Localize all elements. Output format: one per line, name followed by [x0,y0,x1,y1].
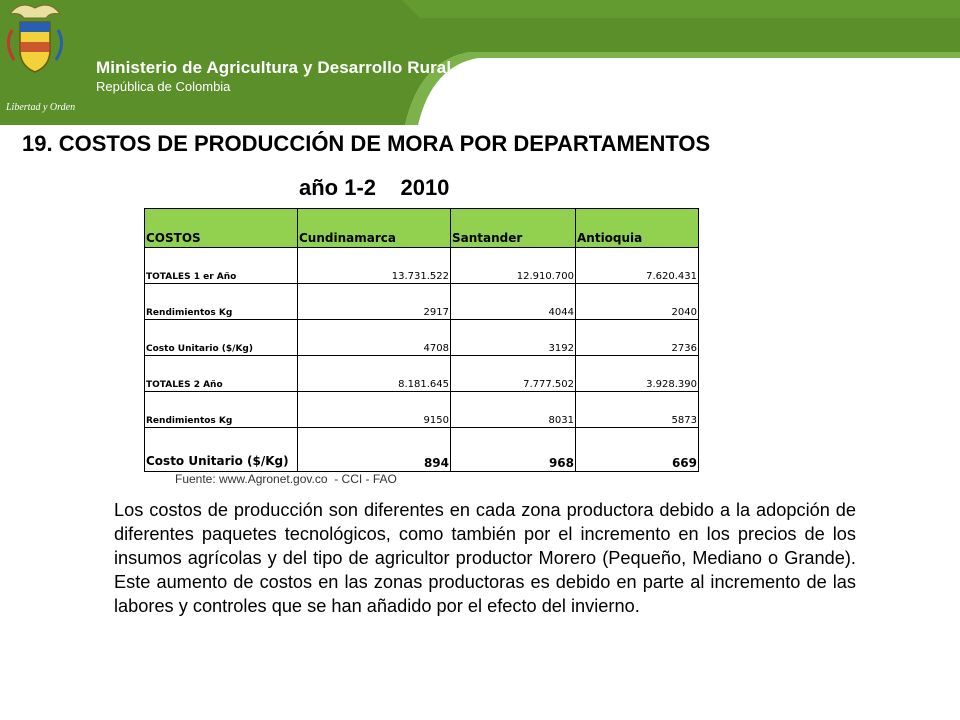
table-row [145,356,699,392]
table-row [145,320,699,356]
cell-value: 968 [451,428,576,472]
table-row [145,284,699,320]
cell-value: 894 [298,428,451,472]
cell-value: 13.731.522 [298,248,451,284]
costs-table [144,208,699,472]
cell-value: 7.620.431 [576,248,699,284]
row-label: TOTALES 1 er Año [145,248,298,284]
motto-text: Libertad y Orden [6,102,76,113]
body-paragraph: Los costos de producción son diferentes en cada zona productora debido a la adopción de diferentes paquetes tecnológicos, como también por el incremento en los precios de los insumos agrícolas y del tipo de agricultor productor Morero (Pequeño, Mediano o Grande). Este aumento de costos en las zonas productoras es debido en parte al incremento de las labores y controles que se han añadido por el efecto del invierno. [114,500,856,616]
cell-value: 669 [576,428,699,472]
cell-value: 3.928.390 [576,356,699,392]
cell-value: 4708 [298,320,451,356]
table-row [145,392,699,428]
row-label: Rendimientos Kg [145,392,298,428]
cell-value: 8031 [451,392,576,428]
coat-of-arms-icon [0,0,70,90]
cell-value: 3192 [451,320,576,356]
page-subtitle: año 1-2 2010 [299,175,450,200]
cell-value: 8.181.645 [298,356,451,392]
republic-name: República de Colombia [96,79,231,94]
cell-value: 2917 [298,284,451,320]
table-header-row [145,209,699,248]
ministry-name: Ministerio de Agricultura y Desarrollo Rural [96,58,452,77]
header-banner [0,0,960,125]
table-row [145,428,699,472]
source-note: Fuente: www.Agronet.gov.co - CCI - FAO [175,472,397,486]
header-antioquia: Antioquia [576,209,699,248]
cell-value: 2736 [576,320,699,356]
row-label: Costo Unitario ($/Kg) [145,320,298,356]
table-row [145,248,699,284]
row-label: Rendimientos Kg [145,284,298,320]
row-label: Costo Unitario ($/Kg) [145,428,298,472]
row-label: TOTALES 2 Año [145,356,298,392]
cell-value: 2040 [576,284,699,320]
cell-value: 7.777.502 [451,356,576,392]
cell-value: 12.910.700 [451,248,576,284]
cell-value: 9150 [298,392,451,428]
header-costos: COSTOS [145,209,298,248]
page-title: 19. COSTOS DE PRODUCCIÓN DE MORA POR DEPARTAMENTOS [22,131,711,156]
cell-value: 5873 [576,392,699,428]
header-cundinamarca: Cundinamarca [298,209,451,248]
header-santander: Santander [451,209,576,248]
cell-value: 4044 [451,284,576,320]
